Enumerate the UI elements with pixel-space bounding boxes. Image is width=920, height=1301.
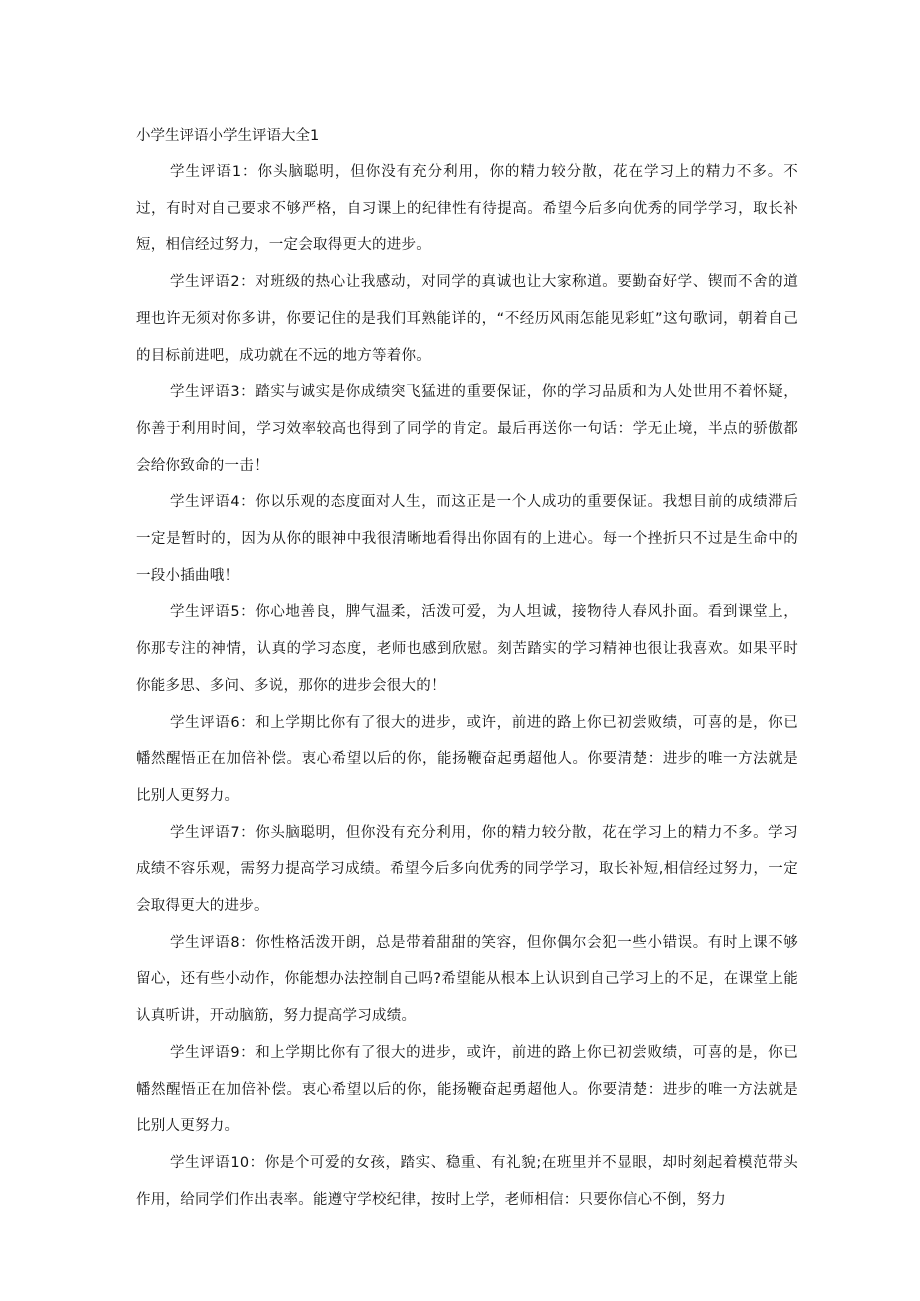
comment-text: 对班级的热心让我感动，对同学的真诚也让大家称道。要勤奋好学、锲而不舍的道理也许无须对你多讲，你要记住的是我们耳熟能详的，“不经历风雨怎能见彩虹”这句歌词，朝着自己的目标前进吧，成功就在不远的地方等着你。: [136, 274, 798, 364]
comment-label: 学生评语9：: [170, 1044, 256, 1061]
comment-text: 你性格活泼开朗，总是带着甜甜的笑容，但你偶尔会犯一些小错误。有时上课不够留心，还有些小动作，你能想办法控制自己吗?希望能从根本上认识到自己学习上的不足，在课堂上能认真听讲，开动脑筋，努力提高学习成绩。: [136, 934, 798, 1025]
comment-paragraph-6: [136, 705, 798, 815]
comment-text: 你是个可爱的女孩，踏实、稳重、有礼貌;在班里并不显眼，却时刻起着模范带头作用，给同学们作出表率。能遵守学校纪律，按时上学，老师相信：只要你信心不倒，努力: [136, 1154, 799, 1208]
document-title: 小学生评语小学生评语大全1: [136, 128, 320, 144]
comment-label: 学生评语10：: [170, 1154, 265, 1171]
comment-paragraph-4: [136, 484, 798, 594]
comment-text: 和上学期比你有了很大的进步，或许，前进的路上你已初尝败绩，可喜的是，你已幡然醒悟正在加倍补偿。衷心希望以后的你，能扬鞭奋起勇超他人。你要清楚：进步的唯一方法就是比别人更努力。: [136, 714, 798, 804]
comment-label: 学生评语7：: [170, 824, 256, 841]
comment-label: 学生评语1：: [170, 164, 258, 180]
comment-label: 学生评语8：: [170, 934, 256, 951]
comment-label: 学生评语5：: [170, 604, 256, 621]
comment-paragraph-3: [136, 374, 798, 484]
comment-label: 学生评语4：: [170, 494, 256, 511]
comment-paragraph-7: [136, 815, 798, 925]
comment-text: 你以乐观的态度面对人生，而这正是一个人成功的重要保证。我想目前的成绩滞后一定是暂时的，因为从你的眼神中我很清晰地看得出你固有的上进心。每一个挫折只不过是生命中的一段小插曲哦！: [136, 494, 798, 584]
comment-paragraph-5: [136, 594, 798, 704]
comment-paragraph-10: [136, 1145, 798, 1218]
document-page: [136, 118, 798, 1218]
comment-text: 你头脑聪明，但你没有充分利用，你的精力较分散，花在学习上的精力不多。不过，有时对自己要求不够严格，自习课上的纪律性有待提高。希望今后多向优秀的同学学习，取长补短，相信经过努力，一定会取得更大的进步。: [136, 164, 799, 254]
comment-label: 学生评语6：: [170, 714, 256, 731]
comment-text: 踏实与诚实是你成绩突飞猛进的重要保证，你的学习品质和为人处世用不着怀疑，你善于利用时间，学习效率较高也得到了同学的肯定。最后再送你一句话：学无止境，半点的骄傲都会给你致命的一击！: [136, 384, 798, 474]
comment-text: 你头脑聪明，但你没有充分利用，你的精力较分散，花在学习上的精力不多。学习成绩不容乐观，需努力提高学习成绩。希望今后多向优秀的同学学习，取长补短,相信经过努力，一定会取得更大的进步。: [136, 824, 798, 915]
comment-paragraph-9: [136, 1035, 798, 1145]
comment-label: 学生评语2：: [170, 274, 256, 291]
comment-label: 学生评语3：: [170, 384, 256, 401]
comment-paragraph-1: [136, 154, 798, 264]
comment-paragraph-8: [136, 925, 798, 1035]
comment-text: 和上学期比你有了很大的进步，或许，前进的路上你已初尝败绩，可喜的是，你已幡然醒悟正在加倍补偿。衷心希望以后的你，能扬鞭奋起勇超他人。你要清楚：进步的唯一方法就是比别人更努力。: [136, 1044, 798, 1135]
comment-text: 你心地善良，脾气温柔，活泼可爱，为人坦诚，接物待人春风扑面。看到课堂上，你那专注的神情，认真的学习态度，老师也感到欣慰。刻苦踏实的学习精神也很让我喜欢。如果平时你能多思、多问、多说，那你的进步会很大的！: [136, 604, 798, 694]
comment-paragraph-2: [136, 264, 798, 374]
